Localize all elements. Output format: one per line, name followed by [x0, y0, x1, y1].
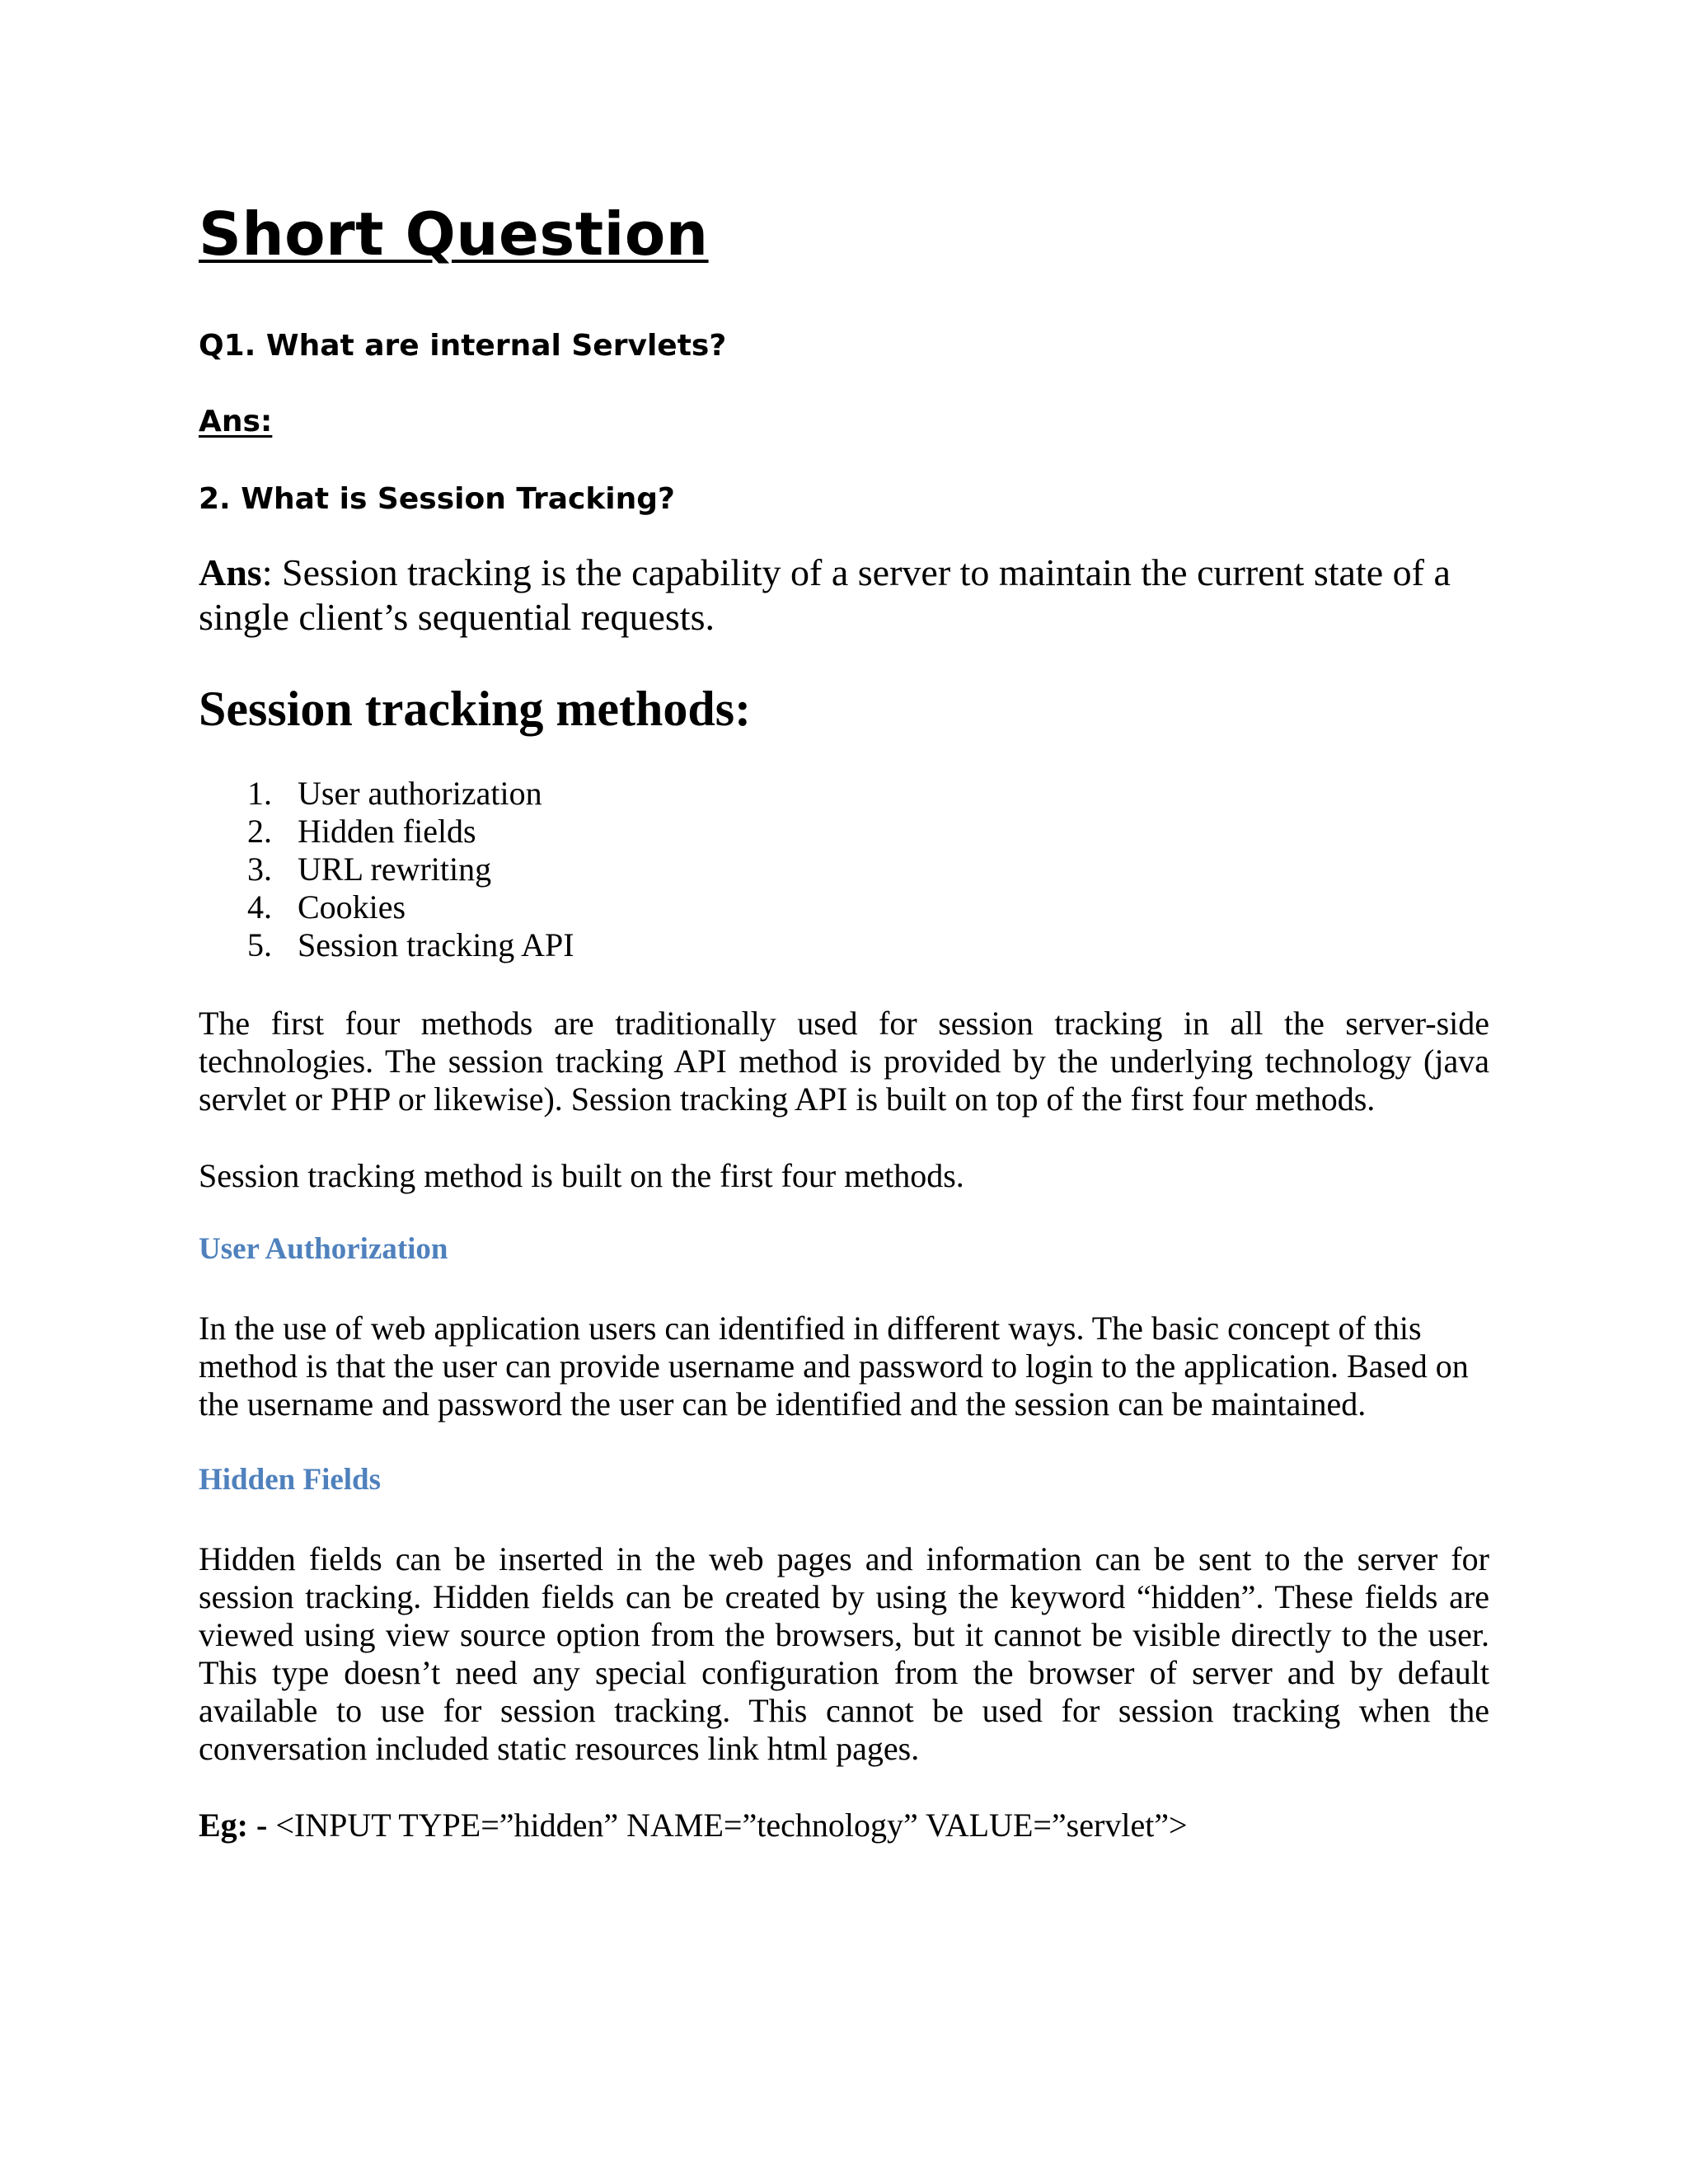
question-1: Q1. What are internal Servlets? [199, 329, 727, 363]
list-item-number: 4. [247, 888, 272, 926]
page-title: Short Question [199, 199, 709, 269]
list-item [247, 813, 1401, 851]
methods-heading: Session tracking methods: [199, 682, 752, 736]
list-item-number: 1. [247, 775, 272, 812]
example-label: Eg: - [199, 1807, 268, 1844]
example-line [199, 1807, 1489, 1844]
hidden-fields-heading: Hidden Fields [199, 1463, 382, 1497]
hidden-fields-text: Hidden fields can be inserted in the web pages and information can be sent to the server for session tracking. Hidden fields can be created by using the keyword “hidden”. These fields are viewed using view source option from the browsers, but it cannot be visible directly to the user. This type doesn’t need any special configuration from the browser of server and by default available to use for session tracking. This cannot be used for session tracking when the conversation included static resources link html pages. [199, 1540, 1489, 1767]
methods-list [247, 775, 1401, 964]
list-item-label: User authorization [298, 775, 542, 812]
example-code: <INPUT TYPE=”hidden” NAME=”technology” VALUE=”servlet”> [267, 1807, 1188, 1844]
answer-2-text: : Session tracking is the capability of a server to maintain the current state of a single client’s sequential requests. [199, 551, 1451, 638]
list-item [247, 851, 1401, 888]
answer-1-label: Ans: [199, 405, 273, 438]
list-item-label: Session tracking API [298, 926, 574, 963]
user-authorization-text: In the use of web application users can identified in different ways. The basic concept of this method is that the user can provide username and password to login to the application. Based on the username and password the user can be identified and the session can be maintained. [199, 1310, 1469, 1422]
paragraph-methods-overview: The first four methods are traditionally used for session tracking in all the server-side technologies. The session tracking API method is provided by the underlying technology (java servlet or PHP or likewise). Session tracking API is built on top of the first four methods. [199, 1005, 1489, 1118]
answer-2 [199, 551, 1489, 640]
question-2: 2. What is Session Tracking? [199, 482, 675, 516]
list-item [247, 775, 1401, 813]
list-item-number: 2. [247, 813, 272, 850]
list-item [247, 926, 1401, 964]
list-item-number: 3. [247, 851, 272, 888]
list-item-label: URL rewriting [298, 851, 492, 888]
paragraph-methods-note: Session tracking method is built on the first four methods. [199, 1157, 964, 1194]
list-item [247, 888, 1401, 926]
list-item-number: 5. [247, 926, 272, 963]
answer-2-label: Ans [199, 551, 262, 593]
list-item-label: Cookies [298, 888, 406, 926]
user-authorization-heading: User Authorization [199, 1232, 448, 1266]
list-item-label: Hidden fields [298, 813, 476, 850]
